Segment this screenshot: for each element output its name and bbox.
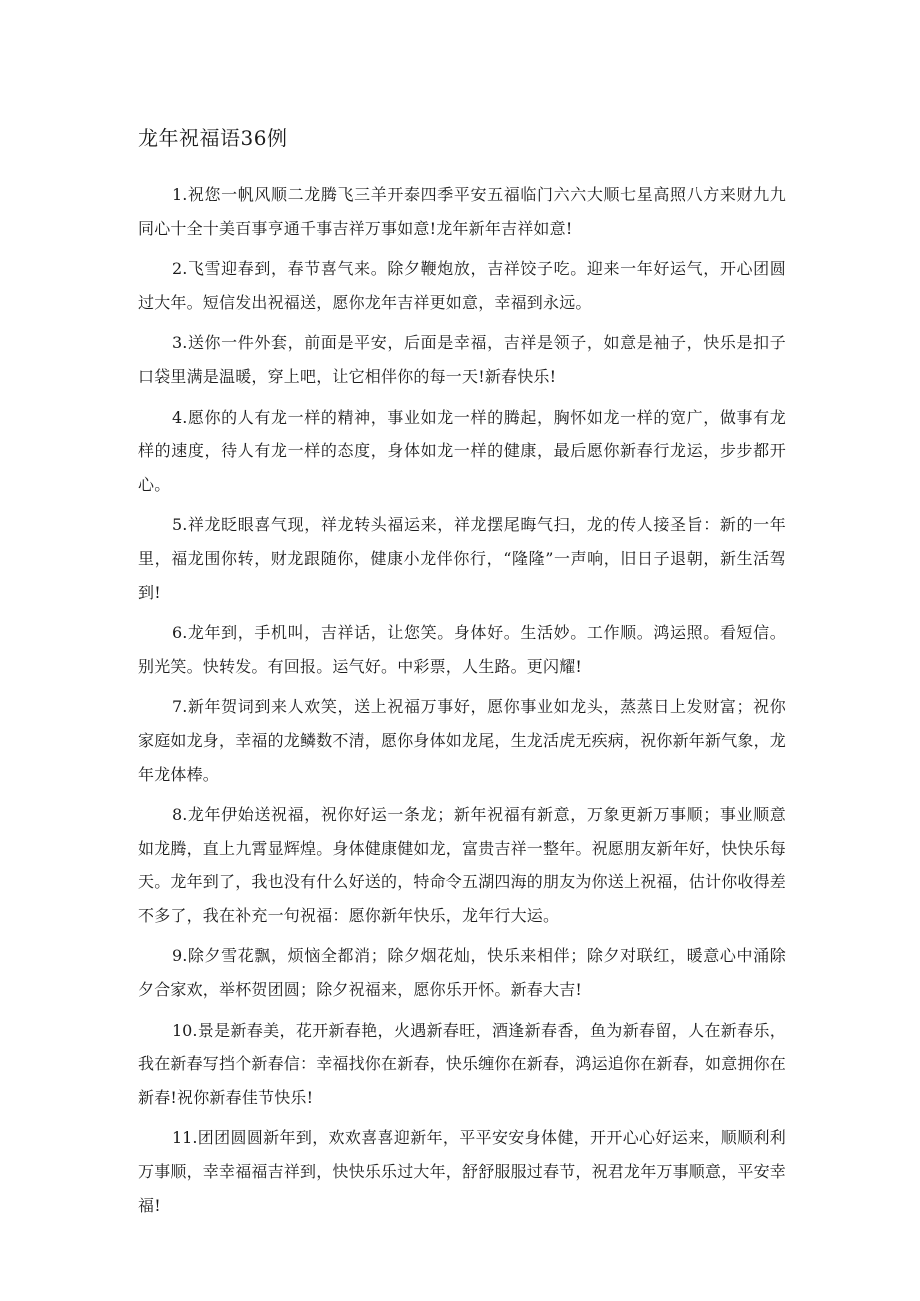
paragraph-text: .新年贺词到来人欢笑，送上祝福万事好，愿你事业如龙头，蒸蒸日上发财富；祝你家庭如龙身，幸福的龙鳞数不清，愿你身体如龙尾，生龙活虎无疾病，祝你新年新气象，龙年龙体棒。 bbox=[138, 697, 787, 784]
paragraph-text: .除夕雪花飘，烦恼全都消；除夕烟花灿，快乐来相伴；除夕对联红，暖意心中涌除夕合家欢，举杯贺团圆；除夕祝福来，愿你乐开怀。新春大吉! bbox=[138, 946, 786, 1000]
paragraph-2 bbox=[138, 252, 786, 319]
paragraph-text: .龙年伊始送祝福，祝你好运一条龙；新年祝福有新意，万象更新万事顺；事业顺意如龙腾，直上九霄显辉煌。身体健康健如龙，富贵吉祥一整年。祝愿朋友新年好，快快乐每天。龙年到了，我也没有什么好送的，特命令五湖四海的朋友为你送上祝福，估计你收得差不多了，我在补充一句祝福：愿你新年快乐，龙年行大运。 bbox=[138, 805, 787, 925]
paragraph-3 bbox=[138, 326, 786, 393]
paragraph-8 bbox=[138, 798, 786, 932]
paragraph-text: .景是新春美，花开新春艳，火遇新春旺，酒逢新春香，鱼为新春留，人在新春乐，我在新春写挡个新春信：幸福找你在新春，快乐缠你在新春，鸿运追你在新春，如意拥你在新春!祝你新春佳节快乐! bbox=[138, 1020, 787, 1107]
paragraph-5 bbox=[138, 508, 786, 609]
paragraph-text: .愿你的人有龙一样的精神，事业如龙一样的腾起，胸怀如龙一样的宽广，做事有龙样的速度，待人有龙一样的态度，身体如龙一样的健康，最后愿你新春行龙运，步步都开心。 bbox=[138, 407, 786, 494]
paragraph-4 bbox=[138, 401, 786, 502]
paragraph-7 bbox=[138, 690, 786, 791]
paragraph-number: 8 bbox=[172, 805, 183, 825]
paragraph-number: 1 bbox=[172, 185, 183, 204]
paragraph-text: .祝您一帆风顺二龙腾飞三羊开泰四季平安五福临门六六大顺七星高照八方来财九九同心十全十美百事亨通千事吉祥万事如意!龙年新年吉祥如意! bbox=[138, 185, 786, 238]
paragraph-number: 2 bbox=[172, 259, 183, 279]
document-title: 龙年祝福语36例 bbox=[138, 126, 288, 150]
paragraph-number: 4 bbox=[172, 407, 183, 427]
paragraph-text: .团团圆圆新年到，欢欢喜喜迎新年，平平安安身体健，开开心心好运来，顺顺利利万事顺，幸幸福福吉祥到，快快乐乐过大年，舒舒服服过春节，祝君龙年万事顺意，平安幸福! bbox=[138, 1128, 787, 1215]
paragraph-number: 7 bbox=[172, 697, 183, 717]
paragraph-number: 6 bbox=[172, 623, 183, 643]
paragraph-text: .飞雪迎春到，春节喜气来。除夕鞭炮放，吉祥饺子吃。迎来一年好运气，开心团圆过大年。短信发出祝福送，愿你龙年吉祥更如意，幸福到永远。 bbox=[138, 259, 786, 312]
paragraph-1 bbox=[138, 178, 786, 245]
paragraph-text: .龙年到，手机叫，吉祥话，让您笑。身体好。生活妙。工作顺。鸿运照。看短信。别光笑。快转发。有回报。运气好。中彩票，人生路。更闪耀! bbox=[138, 623, 786, 676]
paragraph-text: .祥龙眨眼喜气现，祥龙转头福运来，祥龙摆尾晦气扫，龙的传人接圣旨：新的一年里，福龙围你转，财龙跟随你，健康小龙伴你行，“隆隆”一声响，旧日子退朝，新生活驾到! bbox=[138, 515, 786, 602]
paragraph-number: 9 bbox=[172, 946, 183, 966]
paragraph-9 bbox=[138, 939, 786, 1006]
paragraph-number: 10 bbox=[172, 1020, 193, 1040]
paragraph-number: 11 bbox=[172, 1128, 193, 1148]
paragraph-6 bbox=[138, 616, 786, 683]
paragraph-10 bbox=[138, 1014, 786, 1115]
paragraph-number: 3 bbox=[172, 333, 183, 353]
paragraph-11 bbox=[138, 1121, 786, 1222]
document-body bbox=[138, 178, 786, 1229]
paragraph-number: 5 bbox=[172, 515, 183, 535]
paragraph-text: .送你一件外套，前面是平安，后面是幸福，吉祥是领子，如意是袖子，快乐是扣子口袋里满是温暖，穿上吧，让它相伴你的每一天!新春快乐! bbox=[138, 333, 786, 386]
